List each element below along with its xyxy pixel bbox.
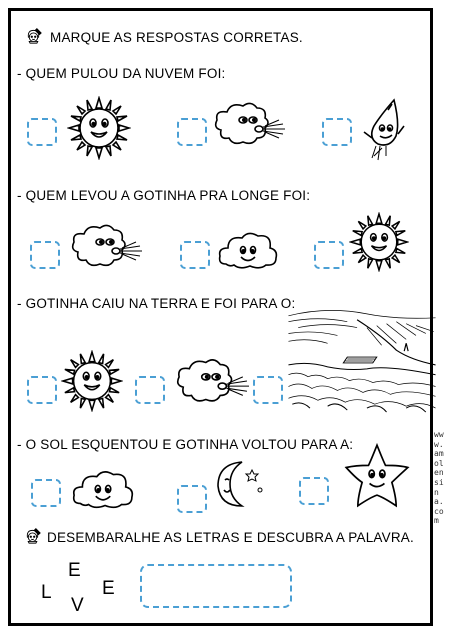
wind-cloud-icon (175, 356, 249, 406)
unscramble-instruction: DESEMBARALHE AS LETRAS E DESCUBRA A PALAVRA. (47, 530, 414, 545)
checkbox-q2-cloud[interactable] (180, 241, 210, 269)
question-2-text: - QUEM LEVOU A GOTINHA PRA LONGE FOI: (17, 188, 311, 203)
pencil-boy-icon (25, 27, 42, 44)
sea-shore-image (288, 306, 436, 414)
moon-icon (208, 460, 272, 508)
checkbox-q4-star[interactable] (299, 477, 329, 505)
scrambled-letter: E (102, 578, 115, 599)
checkbox-q3-sun[interactable] (27, 376, 57, 404)
cloud-icon (216, 228, 280, 272)
raindrop-icon (360, 98, 408, 162)
checkbox-q1-wind-cloud[interactable] (177, 118, 207, 146)
checkbox-q2-wind-cloud[interactable] (30, 241, 60, 269)
star-icon (343, 442, 411, 510)
checkbox-q2-sun[interactable] (314, 241, 344, 269)
page-title: MARQUE AS RESPOSTAS CORRETAS. (50, 30, 303, 45)
checkbox-q3-wind-cloud[interactable] (135, 376, 165, 404)
sun-icon (349, 212, 409, 272)
answer-field[interactable] (140, 564, 292, 608)
scrambled-letter: E (68, 560, 81, 581)
checkbox-q4-cloud[interactable] (31, 479, 61, 507)
sun-icon (61, 350, 123, 412)
question-3-text: - GOTINHA CAIU NA TERRA E FOI PARA O: (17, 296, 296, 311)
checkbox-q3-sea-shore[interactable] (253, 376, 283, 404)
wind-cloud-icon (213, 100, 285, 148)
wind-cloud-icon (70, 222, 142, 270)
question-1-text: - QUEM PULOU DA NUVEM FOI: (17, 66, 226, 81)
site-watermark: www.amolensina.com (434, 430, 444, 526)
scrambled-letter: V (71, 595, 84, 616)
cloud-icon (70, 466, 136, 512)
scrambled-letter: L (41, 582, 52, 603)
checkbox-q4-moon[interactable] (177, 485, 207, 513)
pencil-boy-icon (24, 527, 41, 544)
checkbox-q1-raindrop[interactable] (322, 118, 352, 146)
question-4-text: - O SOL ESQUENTOU E GOTINHA VOLTOU PARA A: (17, 437, 354, 452)
sun-icon (67, 96, 131, 160)
checkbox-q1-sun[interactable] (27, 118, 57, 146)
